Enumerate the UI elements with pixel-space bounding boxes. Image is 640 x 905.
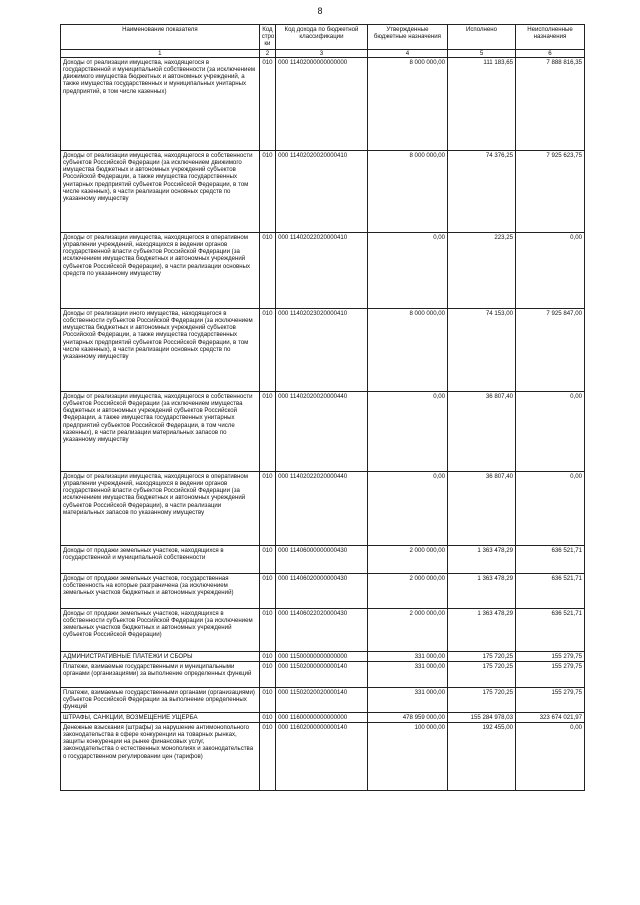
row-executed: 175 720,25: [448, 651, 516, 661]
row-kbk: 000 11406000000000430: [276, 545, 368, 573]
row-approved: 331 000,00: [367, 688, 447, 713]
row-code: 010: [259, 308, 275, 391]
column-index-row: [61, 49, 585, 57]
row-kbk: 000 11402000000000000: [276, 57, 368, 150]
row-executed: 36 807,40: [448, 391, 516, 471]
row-code: 010: [259, 232, 275, 308]
row-executed: 192 455,00: [448, 722, 516, 790]
row-executed: 175 720,25: [448, 662, 516, 688]
row-name: Доходы от продажи земельных участков, находящихся в собственности субъектов Российской Федерации (за исключением земельных участков бюджетных и автономных учреждений субъектов Российской Федерации): [61, 608, 260, 651]
row-approved: 331 000,00: [367, 662, 447, 688]
row-code: 010: [259, 662, 275, 688]
row-code: 010: [259, 712, 275, 722]
header-approved: Утвержденные бюджетные назначения: [367, 25, 447, 50]
row-name: ШТРАФЫ, САНКЦИИ, ВОЗМЕЩЕНИЕ УЩЕРБА: [61, 712, 260, 722]
table-row: [61, 545, 585, 573]
row-code: 010: [259, 722, 275, 790]
row-code: 010: [259, 150, 275, 232]
table-row: [61, 308, 585, 391]
header-name: Наименование показателя: [61, 25, 260, 50]
row-code: 010: [259, 651, 275, 661]
row-approved: 2 000 000,00: [367, 545, 447, 573]
row-approved: 8 000 000,00: [367, 308, 447, 391]
row-name: Доходы от реализации имущества, находящегося в государственной и муниципальной собственности (за исключением движимого имущества бюджетных и автономных учреждений, а также имущества государственных и муниципальных унитарных предприятий, в том числе казенных): [61, 57, 260, 150]
row-kbk: 000 11502020020000140: [276, 688, 368, 713]
table-row: [61, 471, 585, 545]
row-executed: 111 183,65: [448, 57, 516, 150]
row-remaining: 155 279,75: [516, 662, 585, 688]
row-executed: 223,25: [448, 232, 516, 308]
row-name: Платежи, взимаемые государственными органами (организациями) субъектов Российской Федерации за выполнение определенных функций: [61, 688, 260, 713]
row-remaining: 155 279,75: [516, 688, 585, 713]
row-name: Доходы от реализации имущества, находящегося в собственности субъектов Российской Федерации (за исключением движимого имущества бюджетных и автономных учреждений субъектов Российской Федерации, а также имущества государственных унитарных предприятий субъектов Российской Федерации, в том числе казенных), в части реализации основных средств по указанному имуществу: [61, 150, 260, 232]
row-executed: 175 720,25: [448, 688, 516, 713]
header-kbk: Код дохода по бюджетной классификации: [276, 25, 368, 50]
row-kbk: 000 11406020000000430: [276, 573, 368, 608]
table-row: [61, 232, 585, 308]
row-kbk: 000 11402020020000440: [276, 391, 368, 471]
row-name: Доходы от реализации имущества, находящегося в собственности субъектов Российской Федерации (за исключением имущества бюджетных и автономных учреждений субъектов Российской Федерации, а также имущества государственных унитарных предприятий субъектов Российской Федерации, в том числе казенных), в части реализации материальных запасов по указанному имуществу: [61, 391, 260, 471]
row-name: Доходы от продажи земельных участков, государственная собственность на которые разграничена (за исключением земельных участков бюджетных и автономных учреждений): [61, 573, 260, 608]
row-name: АДМИНИСТРАТИВНЫЕ ПЛАТЕЖИ И СБОРЫ: [61, 651, 260, 661]
row-kbk: 000 11402022020000440: [276, 471, 368, 545]
row-approved: 2 000 000,00: [367, 608, 447, 651]
row-name: Доходы от продажи земельных участков, находящихся в государственной и муниципальной собственности: [61, 545, 260, 573]
row-code: 010: [259, 545, 275, 573]
row-kbk: 000 11402020020000410: [276, 150, 368, 232]
table-row: [61, 391, 585, 471]
table-row: [61, 712, 585, 722]
row-kbk: 000 11402023020000410: [276, 308, 368, 391]
row-remaining: 323 674 021,97: [516, 712, 585, 722]
row-remaining: 636 521,71: [516, 573, 585, 608]
row-approved: 100 000,00: [367, 722, 447, 790]
header-code: Код стро ки: [259, 25, 275, 50]
row-executed: 1 363 478,29: [448, 573, 516, 608]
row-executed: 36 807,40: [448, 471, 516, 545]
table-row: [61, 722, 585, 790]
row-kbk: 000 11502000000000140: [276, 662, 368, 688]
row-code: 010: [259, 57, 275, 150]
row-approved: 0,00: [367, 471, 447, 545]
table-row: [61, 608, 585, 651]
row-remaining: 0,00: [516, 232, 585, 308]
table-row: [61, 688, 585, 713]
column-index: 5: [448, 49, 516, 57]
column-index: 1: [61, 49, 260, 57]
row-kbk: 000 11500000000000000: [276, 651, 368, 661]
table-row: [61, 651, 585, 661]
row-approved: 2 000 000,00: [367, 573, 447, 608]
table-row: [61, 662, 585, 688]
row-executed: 1 363 478,29: [448, 545, 516, 573]
row-kbk: 000 11602000000000140: [276, 722, 368, 790]
row-remaining: 0,00: [516, 391, 585, 471]
row-name: Денежные взыскания (штрафы) за нарушение антимонопольного законодательства в сфере конкуренции на товарных рынках, защиты конкуренции на рынке финансовых услуг, законодательства о естественных монополиях и законодательства о государственном регулировании цен (тарифов): [61, 722, 260, 790]
row-approved: 0,00: [367, 391, 447, 471]
revenue-table: [60, 24, 585, 791]
column-index: 6: [516, 49, 585, 57]
row-approved: 8 000 000,00: [367, 150, 447, 232]
column-index: 3: [276, 49, 368, 57]
row-remaining: 636 521,71: [516, 608, 585, 651]
row-kbk: 000 11600000000000000: [276, 712, 368, 722]
header-executed: Исполнено: [448, 25, 516, 50]
header-remaining: Неисполненные назначения: [516, 25, 585, 50]
row-name: Доходы от реализации иного имущества, находящегося в собственности субъектов Российской Федерации (за исключением имущества бюджетных и автономных учреждений субъектов Российской Федерации, а также имущества государственных унитарных предприятий субъектов Российской Федерации, в том числе казенных), в части реализации основных средств по указанному имуществу: [61, 308, 260, 391]
column-index: 2: [259, 49, 275, 57]
table-row: [61, 57, 585, 150]
table-row: [61, 573, 585, 608]
row-code: 010: [259, 608, 275, 651]
row-name: Доходы от реализации имущества, находящегося в оперативном управлении учреждений, находящихся в ведении органов государственной власти субъектов Российской Федерации (за исключением имущества бюджетных и автономных учреждений субъектов Российской Федерации), в части реализации основных средств по указанному имуществу: [61, 232, 260, 308]
row-executed: 74 153,00: [448, 308, 516, 391]
row-code: 010: [259, 688, 275, 713]
row-remaining: 7 925 847,00: [516, 308, 585, 391]
row-approved: 478 959 000,00: [367, 712, 447, 722]
row-approved: 0,00: [367, 232, 447, 308]
row-executed: 1 363 478,29: [448, 608, 516, 651]
row-code: 010: [259, 573, 275, 608]
row-approved: 8 000 000,00: [367, 57, 447, 150]
row-code: 010: [259, 471, 275, 545]
row-remaining: 636 521,71: [516, 545, 585, 573]
row-remaining: 0,00: [516, 471, 585, 545]
row-kbk: 000 11406022020000430: [276, 608, 368, 651]
row-executed: 155 284 978,03: [448, 712, 516, 722]
row-kbk: 000 11402022020000410: [276, 232, 368, 308]
table-header-row: [61, 25, 585, 50]
row-remaining: 155 279,75: [516, 651, 585, 661]
row-name: Доходы от реализации имущества, находящегося в оперативном управлении учреждений, находящихся в ведении органов государственной власти субъектов Российской Федерации (за исключением имущества бюджетных и автономных учреждений субъектов Российской Федерации), в части реализации материальных запасов по указанному имуществу: [61, 471, 260, 545]
row-executed: 74 376,25: [448, 150, 516, 232]
row-code: 010: [259, 391, 275, 471]
table-row: [61, 150, 585, 232]
row-approved: 331 000,00: [367, 651, 447, 661]
column-index: 4: [367, 49, 447, 57]
row-remaining: 0,00: [516, 722, 585, 790]
row-remaining: 7 925 623,75: [516, 150, 585, 232]
page-number: 8: [317, 6, 323, 16]
row-remaining: 7 888 816,35: [516, 57, 585, 150]
row-name: Платежи, взимаемые государственными и муниципальными органами (организациями) за выполнение определенных функций: [61, 662, 260, 688]
